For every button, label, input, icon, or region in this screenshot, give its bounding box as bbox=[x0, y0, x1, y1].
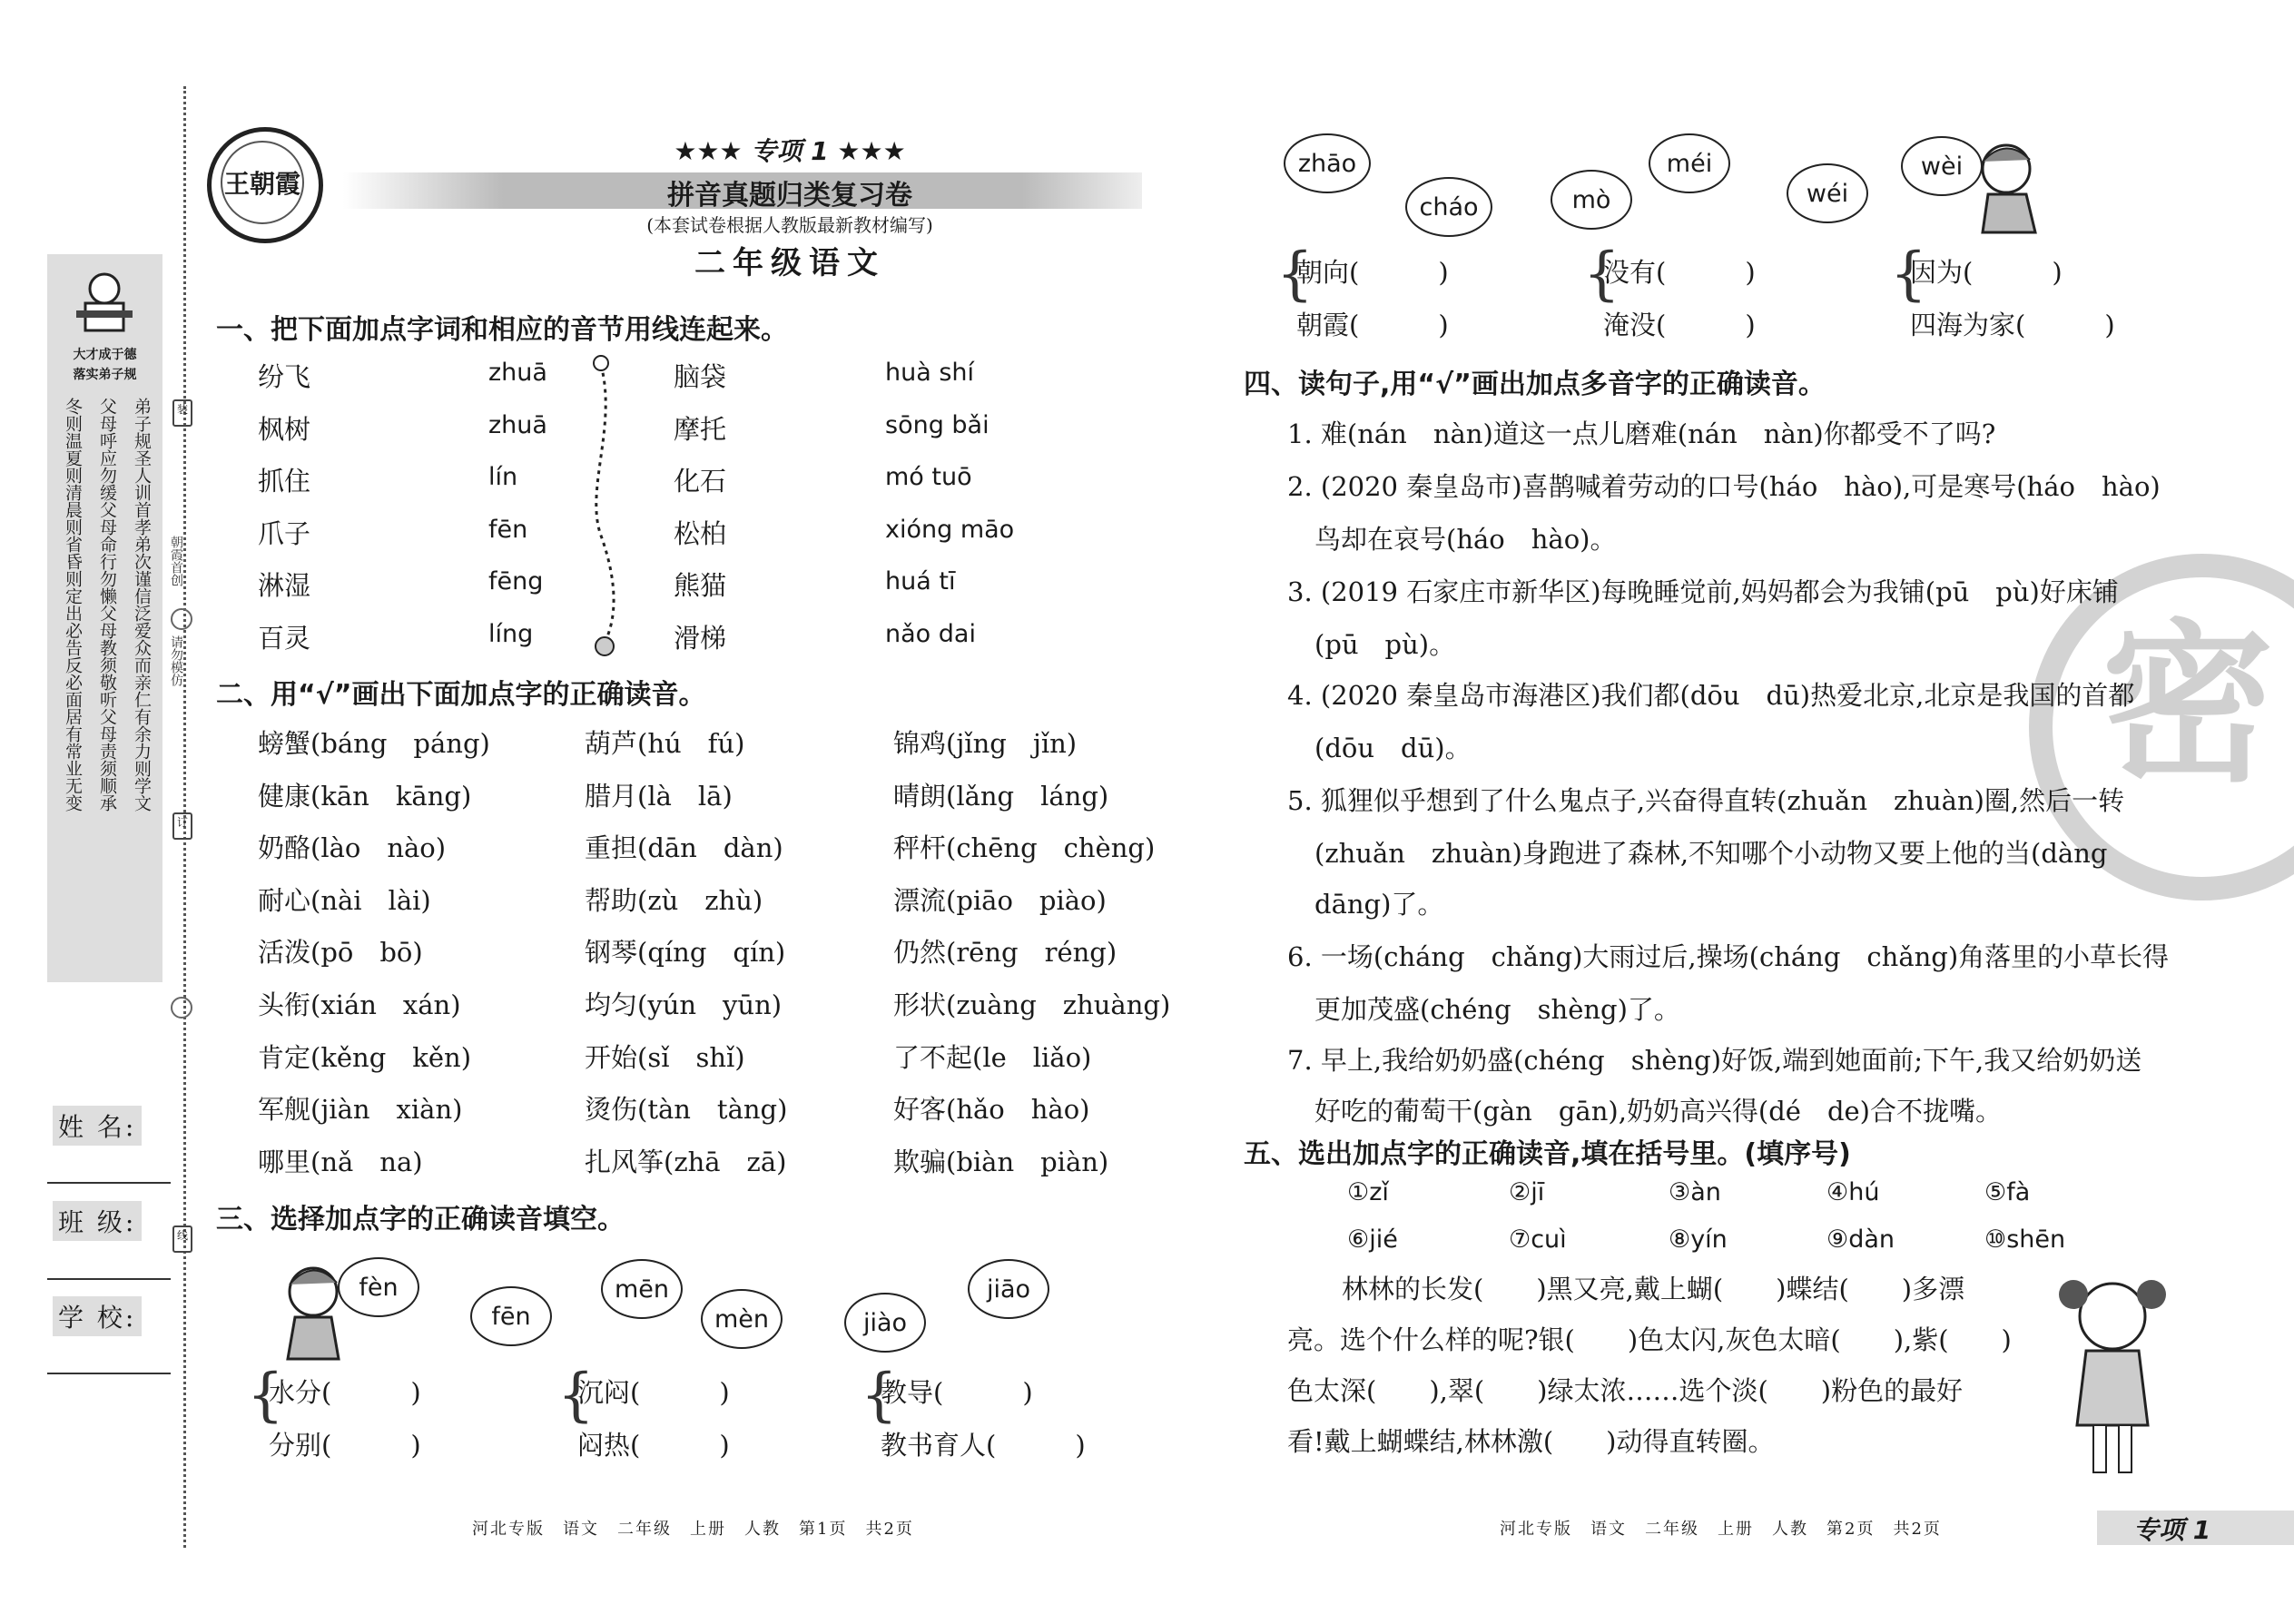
q5-option: ③àn bbox=[1669, 1178, 1721, 1206]
q2-choice[interactable]: 葫芦(hú fú) bbox=[585, 728, 745, 759]
q2-choice[interactable]: 了不起(le liǎo) bbox=[893, 1041, 1092, 1073]
q2-choice[interactable]: 活泼(pō bō) bbox=[258, 937, 423, 969]
q4-line[interactable]: (zhuǎn zhuàn)身跑进了森林,不知哪个小动物又要上他的当(dàng bbox=[1314, 838, 2108, 869]
q1-word[interactable]: 滑梯 bbox=[674, 622, 727, 654]
q1-col2 bbox=[488, 359, 547, 672]
stamp-char: 密 bbox=[2101, 604, 2274, 805]
maxim-header bbox=[47, 254, 162, 390]
q3-blank[interactable]: 分别( ) bbox=[269, 1430, 421, 1461]
q2-choice[interactable]: 钢琴(qíng qín) bbox=[585, 937, 786, 969]
q4-title: 四、读句子,用“√”画出加点多音字的正确读音。 bbox=[1244, 369, 1826, 400]
q2-row bbox=[258, 1089, 1184, 1142]
q2-choice[interactable]: 扎风筝(zhā zā) bbox=[585, 1146, 787, 1177]
q5-option: ⑩shēn bbox=[1984, 1225, 2066, 1254]
q1-syllable[interactable]: fēn bbox=[488, 515, 528, 544]
q5-para-line[interactable]: 看!戴上蝴蝶结,林林激( )动得直转圈。 bbox=[1287, 1426, 1775, 1457]
q1-syllable[interactable]: fēng bbox=[488, 567, 544, 595]
q4-line[interactable]: 4. (2020 秦皇岛市海港区)我们都(dōu dū)热爱北京,北京是我国的首都 bbox=[1287, 680, 2135, 711]
pinyin-bubble: wèi bbox=[1901, 136, 1983, 196]
q1-title: 一、把下面加点字词和相应的音节用线连起来。 bbox=[216, 314, 788, 346]
q5-para-line[interactable]: 亮。选个什么样的呢?银( )色太闪,灰色太暗( ),紫( ) bbox=[1287, 1324, 2012, 1355]
q2-choice[interactable]: 开始(sǐ shǐ) bbox=[585, 1041, 745, 1073]
q2-choice[interactable]: 帮助(zù zhù) bbox=[585, 884, 763, 916]
q1-word[interactable]: 化石 bbox=[674, 466, 727, 497]
maxim-columns bbox=[56, 398, 156, 969]
motto-2: 落实弟子规 bbox=[73, 368, 137, 382]
q1-syllable[interactable]: mó tuō bbox=[885, 463, 972, 491]
q1-syllable[interactable]: nǎo dai bbox=[885, 619, 976, 648]
group-brace: { bbox=[1583, 241, 1620, 308]
q4-line[interactable]: 6. 一场(cháng chǎng)大雨过后,操场(cháng chǎng)角落里的小草长得 bbox=[1287, 941, 2170, 972]
q2-choice[interactable]: 锦鸡(jǐng jǐn) bbox=[893, 728, 1078, 759]
school-label: 学 校: bbox=[53, 1296, 142, 1336]
q5-options bbox=[1347, 1178, 2092, 1278]
pinyin-bubble: fēn bbox=[470, 1286, 552, 1346]
maxim-column: 父母呼应勿缓父母命行勿懒父母教须敬听父母责须顺承 bbox=[97, 398, 117, 812]
q1-syllable[interactable]: zhuā bbox=[488, 410, 547, 439]
footer-badge: 专项 1 bbox=[2133, 1515, 2211, 1545]
q1-word[interactable]: 爪子 bbox=[258, 517, 311, 549]
q2-title: 二、用“√”画出下面加点字的正确读音。 bbox=[216, 679, 706, 711]
q4-line[interactable]: 2. (2020 秦皇岛市)喜鹊喊着劳动的口号(háo hào),可是寒号(háo hào) bbox=[1287, 471, 2161, 502]
maxim-column: 冬则温夏则清晨则省昏则定出必告反必面居有常业无变 bbox=[63, 398, 83, 812]
q4-line[interactable]: 更加茂盛(chéng shèng)了。 bbox=[1314, 994, 1680, 1025]
q2-choice[interactable]: 肯定(kěng kěn) bbox=[258, 1041, 472, 1073]
q4-line[interactable]: 7. 早上,我给奶奶盛(chéng shèng)好饭,端到她面前;下午,我又给奶奶送 bbox=[1287, 1045, 2142, 1076]
q2-row bbox=[258, 932, 1184, 985]
q2-choice[interactable]: 漂流(piāo piào) bbox=[893, 884, 1107, 916]
class-line[interactable] bbox=[47, 1278, 171, 1280]
hole-icon bbox=[171, 608, 192, 630]
q4-line[interactable]: 鸟却在哀号(háo hào)。 bbox=[1314, 524, 1617, 555]
q2-choice[interactable]: 哪里(nǎ na) bbox=[258, 1146, 423, 1177]
q1-syllable[interactable]: líng bbox=[488, 619, 534, 648]
motto-1: 大才成于德 bbox=[73, 348, 137, 362]
pinyin-bubble: méi bbox=[1649, 133, 1730, 193]
q5-option: ⑥jié bbox=[1347, 1225, 1398, 1254]
q4-line[interactable]: 1. 难(nán nàn)道这一点儿磨难(nán nàn)你都受不了吗? bbox=[1287, 418, 1996, 449]
footer-left: 河北专版 语文 二年级 上册 人教 第1页 共2页 bbox=[472, 1520, 914, 1539]
q2-row bbox=[258, 723, 1184, 776]
q2-choice[interactable]: 螃蟹(báng páng) bbox=[258, 728, 490, 759]
q2-choice[interactable]: 耐心(nài lài) bbox=[258, 884, 431, 916]
example-connector-line bbox=[581, 354, 626, 663]
q2-choice[interactable]: 仍然(rēng réng) bbox=[893, 937, 1117, 969]
q2-row bbox=[258, 828, 1184, 881]
q1-col1 bbox=[258, 357, 310, 670]
q5-option: ⑧yín bbox=[1669, 1225, 1728, 1254]
q3-blank[interactable]: 教导( ) bbox=[881, 1377, 1033, 1408]
name-line[interactable] bbox=[47, 1182, 171, 1184]
q2-choice[interactable]: 形状(zuàng zhuàng) bbox=[893, 989, 1171, 1020]
grade-title: 二年级语文 bbox=[694, 245, 885, 281]
q1-word[interactable]: 枫树 bbox=[258, 413, 311, 445]
q5-para-line[interactable]: 林林的长发( )黑又亮,戴上蝴( )蝶结( )多漂 bbox=[1342, 1274, 1965, 1304]
q3-blank[interactable]: 淹没( ) bbox=[1603, 310, 1756, 340]
q3-blank[interactable]: 沉闷( ) bbox=[577, 1377, 730, 1408]
q2-choice[interactable]: 军舰(jiàn xiàn) bbox=[258, 1094, 463, 1126]
q5-option: ②jī bbox=[1509, 1178, 1545, 1206]
boy-illustration bbox=[1970, 136, 2056, 236]
q1-syllable[interactable]: sōng bǎi bbox=[885, 410, 989, 439]
q1-syllable[interactable]: huá tī bbox=[885, 567, 956, 595]
q4-line[interactable]: 好吃的葡萄干(gàn gān),奶奶高兴得(dé de)合不拢嘴。 bbox=[1314, 1096, 2002, 1127]
pinyin-bubble: mèn bbox=[701, 1289, 783, 1349]
pinyin-bubble: zhāo bbox=[1284, 133, 1371, 193]
q1-word[interactable]: 脑袋 bbox=[674, 361, 727, 392]
pinyin-bubble: wéi bbox=[1787, 163, 1868, 223]
binding-mark-top: 装 bbox=[172, 399, 192, 427]
q5-option: ⑤fà bbox=[1984, 1178, 2031, 1206]
q2-choice[interactable]: 好客(hǎo hào) bbox=[893, 1094, 1090, 1126]
side-note-2: 请勿模仿 bbox=[169, 635, 183, 686]
q2-choice[interactable]: 烫伤(tàn tàng) bbox=[585, 1094, 788, 1126]
q2-choice[interactable]: 晴朗(lǎng láng) bbox=[893, 780, 1109, 812]
q2-row bbox=[258, 1038, 1184, 1090]
q4-line[interactable]: (pū pù)。 bbox=[1314, 629, 1456, 660]
hole-icon bbox=[171, 997, 192, 1019]
q3-blank[interactable]: 因为( ) bbox=[1910, 257, 2063, 288]
special-label: ★★★ 专项 1 ★★★ bbox=[674, 136, 906, 166]
group-brace: { bbox=[1890, 241, 1927, 308]
pinyin-bubble: fèn bbox=[338, 1257, 419, 1317]
q4-line[interactable]: 5. 狐狸似乎想到了什么鬼点子,兴奋得直转(zhuǎn zhuàn)圈,然后一转 bbox=[1287, 785, 2125, 816]
q1-col3 bbox=[674, 357, 726, 670]
q4-line[interactable]: 3. (2019 石家庄市新华区)每晚睡觉前,妈妈都会为我铺(pū pù)好床铺 bbox=[1287, 576, 2119, 607]
q2-choice[interactable]: 重担(dān dàn) bbox=[585, 832, 783, 864]
q2-choice[interactable]: 均匀(yún yūn) bbox=[585, 989, 783, 1020]
school-line[interactable] bbox=[47, 1373, 171, 1374]
q1-word[interactable]: 纷飞 bbox=[258, 361, 311, 392]
q5-option: ④hú bbox=[1826, 1178, 1880, 1206]
q2-row bbox=[258, 881, 1184, 933]
q2-row bbox=[258, 1142, 1184, 1195]
q1-word[interactable]: 摩托 bbox=[674, 413, 727, 445]
q3-blank[interactable]: 没有( ) bbox=[1603, 257, 1756, 288]
q5-option: ⑨dàn bbox=[1826, 1225, 1895, 1254]
q1-word[interactable]: 松柏 bbox=[674, 517, 727, 549]
q2-choice[interactable]: 健康(kān kāng) bbox=[258, 780, 472, 812]
q2-choice[interactable]: 秤杆(chēng chèng) bbox=[893, 832, 1156, 864]
side-note-1: 朝霞首创 bbox=[169, 536, 183, 586]
q5-option: ①zǐ bbox=[1347, 1178, 1389, 1206]
q2-choice[interactable]: 腊月(là lā) bbox=[585, 780, 733, 812]
pinyin-bubble: jiāo bbox=[968, 1259, 1049, 1319]
group-brace: { bbox=[1276, 241, 1314, 308]
q1-syllable[interactable]: huà shí bbox=[885, 359, 975, 387]
q3-blank[interactable]: 朝霞( ) bbox=[1296, 310, 1449, 340]
binding-mark-bottom: 线 bbox=[172, 1225, 192, 1253]
name-label: 姓 名: bbox=[53, 1106, 142, 1146]
logo-text: 王朝霞 bbox=[221, 141, 304, 224]
q5-option: ⑦cuì bbox=[1509, 1225, 1567, 1254]
q4-line[interactable]: dāng)了。 bbox=[1314, 889, 1444, 920]
q1-word[interactable]: 熊猫 bbox=[674, 570, 727, 601]
q3-blank[interactable]: 四海为家( ) bbox=[1910, 310, 2115, 340]
q1-syllable[interactable]: xióng māo bbox=[885, 515, 1015, 544]
binding-mark-mid: 订 bbox=[172, 812, 192, 840]
paper-title: 拼音真题归类复习卷 bbox=[667, 180, 912, 212]
q5-para-line[interactable]: 色太深( ),翠( )绿太浓……选个淡( )粉色的最好 bbox=[1287, 1375, 1964, 1406]
q3-blank[interactable]: 水分( ) bbox=[269, 1377, 421, 1408]
q1-col4 bbox=[885, 359, 1014, 672]
paper-subtitle: (本套试卷根据人教版最新教材编写) bbox=[646, 214, 933, 236]
brand-logo bbox=[207, 127, 323, 243]
scholar-icon bbox=[73, 263, 136, 336]
maxim-column: 弟子规圣人训首孝弟次谨信泛爱众而亲仁有余力则学文 bbox=[132, 398, 152, 812]
q2-row bbox=[258, 985, 1184, 1038]
q1-word[interactable]: 淋湿 bbox=[258, 570, 311, 601]
q1-word[interactable]: 抓住 bbox=[258, 466, 311, 497]
q2-choice[interactable]: 欺骗(biàn piàn) bbox=[893, 1146, 1109, 1177]
pinyin-bubble: cháo bbox=[1405, 177, 1492, 237]
class-label: 班 级: bbox=[53, 1201, 142, 1241]
pinyin-bubble: mò bbox=[1551, 170, 1632, 230]
q1-syllable[interactable]: lín bbox=[488, 463, 518, 491]
q5-title: 五、选出加点字的正确读音,填在括号里。(填序号) bbox=[1244, 1138, 1851, 1170]
q1-word[interactable]: 百灵 bbox=[258, 622, 311, 654]
q3-blank[interactable]: 朝向( ) bbox=[1296, 257, 1449, 288]
girl-illustration bbox=[2053, 1271, 2171, 1484]
q3-blank[interactable]: 闷热( ) bbox=[577, 1430, 730, 1461]
q2-row bbox=[258, 776, 1184, 829]
q3-blank[interactable]: 教书育人( ) bbox=[881, 1430, 1086, 1461]
q3-title: 三、选择加点字的正确读音填空。 bbox=[216, 1204, 625, 1235]
q2-grid bbox=[258, 723, 1184, 1194]
group-brace: { bbox=[557, 1362, 595, 1429]
q2-choice[interactable]: 头衔(xián xán) bbox=[258, 989, 461, 1020]
pinyin-bubble: jiào bbox=[844, 1293, 926, 1353]
q4-line[interactable]: (dōu dū)。 bbox=[1314, 733, 1472, 763]
q1-syllable[interactable]: zhuā bbox=[488, 359, 547, 387]
footer-right: 河北专版 语文 二年级 上册 人教 第2页 共2页 bbox=[1500, 1520, 1942, 1539]
q2-choice[interactable]: 奶酪(lào nào) bbox=[258, 832, 447, 864]
group-brace: { bbox=[247, 1362, 284, 1429]
pinyin-bubble: mēn bbox=[601, 1259, 683, 1319]
group-brace: { bbox=[861, 1362, 898, 1429]
